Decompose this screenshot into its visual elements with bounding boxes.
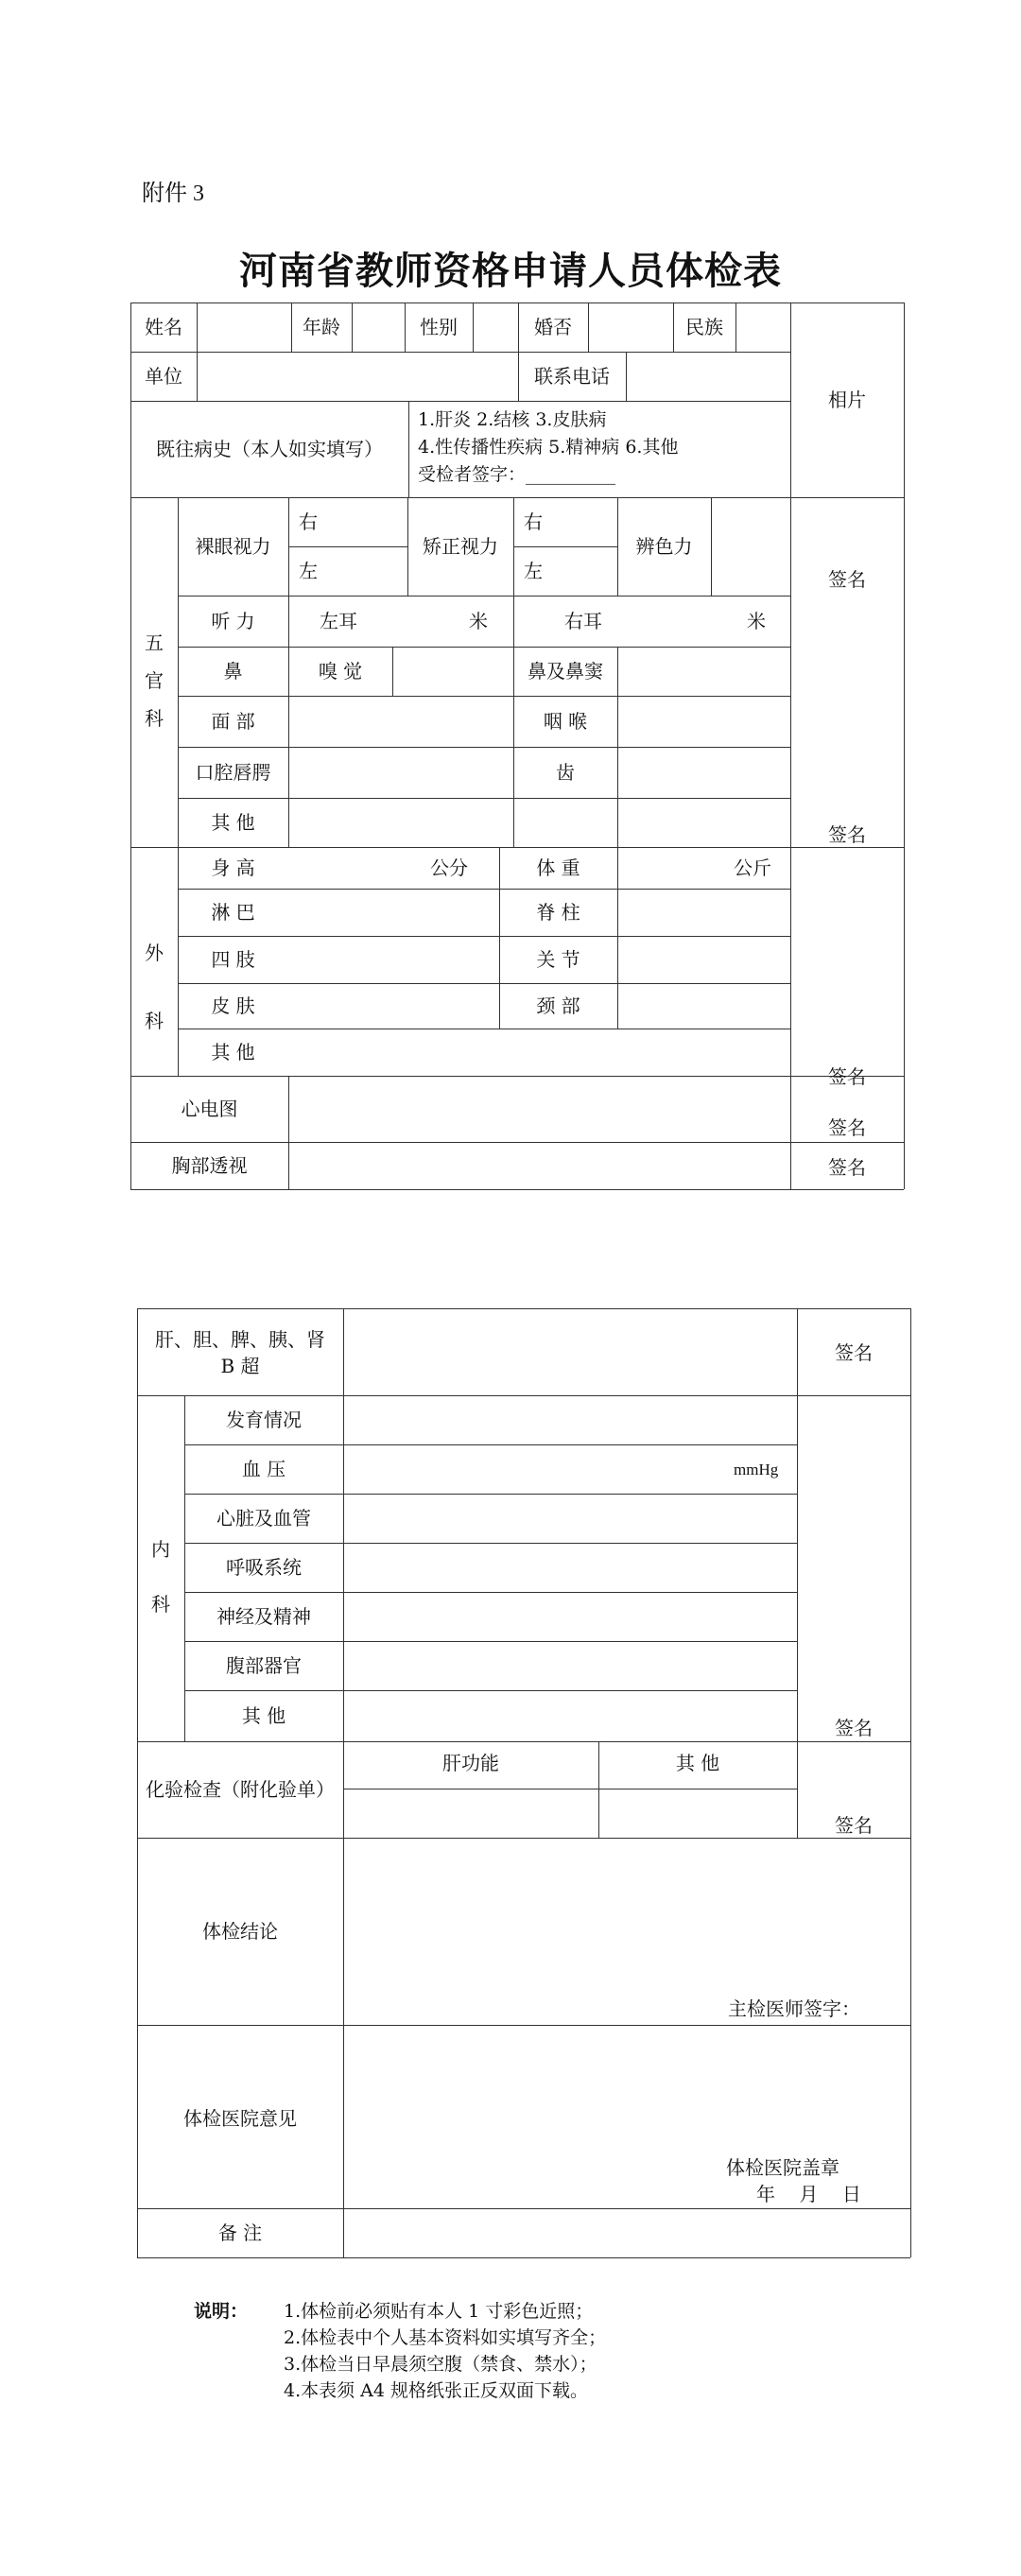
ethnicity-label: 民族 — [685, 316, 723, 338]
form-title: 河南省教师资格申请人员体检表 — [239, 249, 782, 293]
ent-signature-2: 签名 — [828, 823, 866, 846]
internal-other-label: 其 他 — [241, 1704, 286, 1727]
ultrasound-label-1: 肝、胆、脾、胰、肾 — [155, 1328, 325, 1351]
chief-doctor-signature: 主检医师签字： — [728, 1997, 860, 2020]
sinus-label: 鼻及鼻窦 — [528, 660, 603, 683]
ent-signature-1: 签名 — [828, 568, 866, 591]
date-label: 年 月 日 — [756, 2183, 861, 2205]
face-label: 面 部 — [211, 710, 255, 733]
internal-signature: 签名 — [835, 1717, 873, 1739]
respiratory-label: 呼吸系统 — [226, 1556, 302, 1579]
chest-xray-label: 胸部透视 — [171, 1154, 248, 1177]
photo-label: 相片 — [828, 389, 866, 411]
abdomen-label: 腹部器官 — [226, 1654, 302, 1677]
attachment-label: 附件 3 — [142, 182, 204, 206]
color-vision-label: 辨色力 — [635, 535, 693, 558]
surgery-other-label: 其 他 — [211, 1041, 255, 1063]
lymph-label: 淋 巴 — [211, 901, 255, 924]
liver-function-label: 肝功能 — [442, 1752, 499, 1774]
note-1: 1.体检前必须贴有本人 1 寸彩色近照； — [284, 2301, 594, 2322]
unit-label: 单位 — [145, 365, 182, 388]
corrected-right-label: 右 — [524, 510, 543, 533]
ultrasound-label-2: B 超 — [220, 1355, 260, 1377]
hospital-seal-label: 体检医院盖章 — [726, 2156, 839, 2179]
conclusion-label: 体检结论 — [202, 1920, 278, 1943]
gender-label: 性别 — [420, 316, 458, 338]
examinee-signature: 受检者签字：__________ — [418, 464, 616, 485]
weight-label: 体 重 — [536, 856, 580, 879]
naked-left-label: 左 — [299, 560, 318, 582]
ent-other-label: 其 他 — [211, 811, 255, 834]
height-label: 身 高 — [211, 856, 255, 879]
throat-label: 咽 喉 — [543, 710, 588, 733]
right-ear-meter: 米 — [747, 610, 766, 632]
development-label: 发育情况 — [226, 1409, 302, 1431]
ecg-label: 心电图 — [181, 1098, 238, 1120]
ecg-signature: 签名 — [828, 1116, 866, 1139]
lab-label: 化验检查（附化验单） — [146, 1778, 335, 1801]
teeth-label: 齿 — [556, 761, 575, 784]
spine-label: 脊 柱 — [536, 901, 580, 924]
chest-signature: 签名 — [828, 1156, 866, 1179]
neuro-label: 神经及精神 — [216, 1605, 311, 1628]
remarks-label: 备 注 — [217, 2222, 263, 2244]
history-options-2: 4.性传播性疾病 5.精神病 6.其他 — [418, 437, 679, 458]
smell-label: 嗅 觉 — [318, 660, 363, 683]
naked-right-label: 右 — [299, 510, 318, 533]
ultrasound-signature: 签名 — [835, 1341, 873, 1364]
right-ear-label: 右耳 — [564, 610, 602, 632]
age-label: 年龄 — [303, 316, 340, 338]
height-unit: 公分 — [430, 856, 468, 879]
neck-label: 颈 部 — [536, 994, 580, 1017]
skin-label: 皮 肤 — [211, 994, 255, 1017]
weight-unit: 公斤 — [734, 856, 771, 879]
history-options-1: 1.肝炎 2.结核 3.皮肤病 — [418, 409, 607, 430]
mouth-label: 口腔唇腭 — [195, 761, 271, 784]
joints-label: 关 节 — [536, 948, 580, 971]
limbs-label: 四 肢 — [211, 948, 255, 971]
nose-label: 鼻 — [223, 660, 243, 683]
notes-label: 说明： — [194, 2301, 249, 2322]
note-2: 2.体检表中个人基本资料如实填写齐全； — [284, 2327, 607, 2348]
note-3: 3.体检当日早晨须空腹（禁食、禁水）； — [284, 2354, 597, 2375]
blood-pressure-label: 血 压 — [241, 1458, 286, 1480]
medical-history-label: 既往病史（本人如实填写） — [156, 438, 383, 460]
bp-unit: mmHg — [734, 1461, 779, 1478]
left-ear-meter: 米 — [469, 610, 488, 632]
corrected-vision-label: 矫正视力 — [423, 535, 498, 558]
left-ear-label: 左耳 — [320, 610, 357, 632]
name-label: 姓名 — [145, 316, 182, 338]
surgery-section-label: 外 科 — [145, 942, 164, 1032]
ent-section-label: 五 官 科 — [145, 631, 164, 730]
corrected-left-label: 左 — [524, 560, 543, 582]
note-4: 4.本表须 A4 规格纸张正反双面下载。 — [284, 2380, 589, 2401]
internal-section-label: 内 科 — [151, 1538, 170, 1616]
surgery-signature: 签名 — [828, 1065, 866, 1088]
naked-vision-label: 裸眼视力 — [195, 535, 271, 558]
phone-label: 联系电话 — [534, 365, 610, 388]
lab-other-label: 其 他 — [675, 1752, 720, 1774]
married-label: 婚否 — [534, 316, 572, 338]
hospital-opinion-label: 体检医院意见 — [183, 2107, 297, 2130]
hearing-label: 听 力 — [211, 610, 255, 632]
heart-label: 心脏及血管 — [216, 1507, 311, 1530]
lab-signature: 签名 — [835, 1814, 873, 1837]
